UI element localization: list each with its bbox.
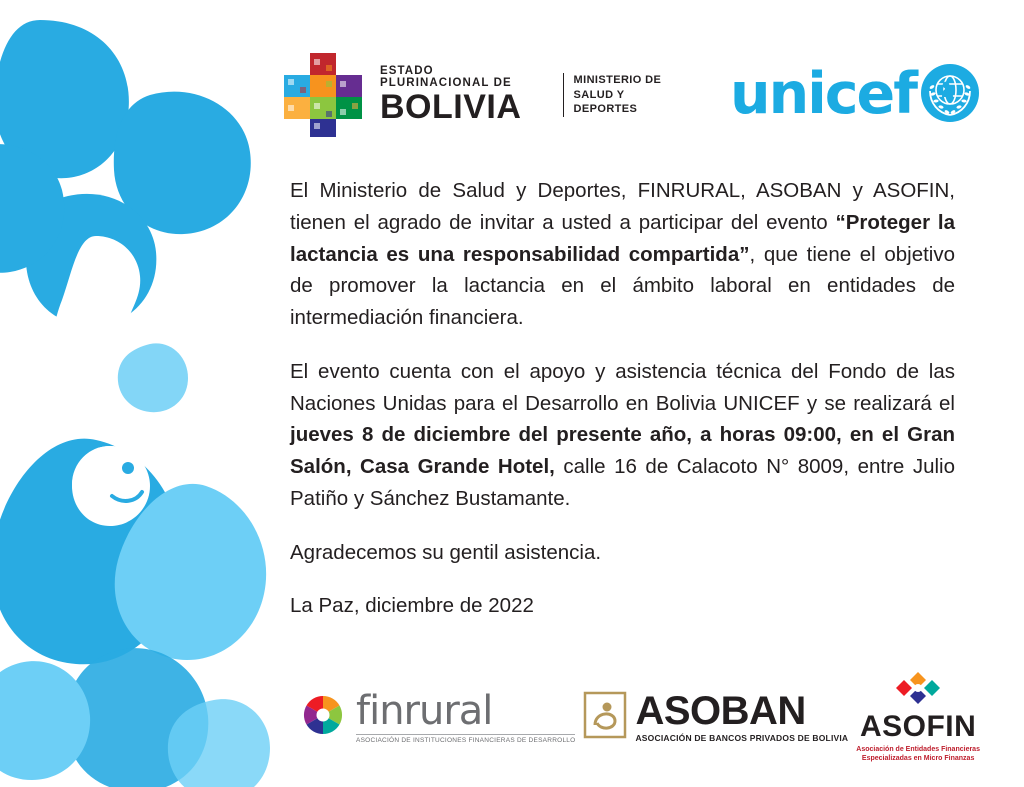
ministerio-line-1: MINISTERIO DE <box>573 73 662 86</box>
decorative-droplets-artwork <box>0 0 300 787</box>
p2-part2: calle 16 de Calacoto N° 8009, entre Julio Patiño y Sánchez Bustamante. <box>290 455 955 510</box>
ministerio-block <box>563 73 673 117</box>
asofin-logo <box>856 671 980 764</box>
asofin-tagline <box>856 745 980 764</box>
finrural-text-block <box>356 687 576 744</box>
bolivia-logo-text <box>380 66 539 124</box>
asoban-logo <box>583 691 848 744</box>
finrural-wordmark: finrural <box>356 687 493 734</box>
paragraph-4-location-date: La Paz, diciembre de 2022 <box>290 594 534 618</box>
asofin-tagline-line-2: Especializadas en Micro Finanzas <box>861 755 975 762</box>
ministerio-line-2: SALUD Y DEPORTES <box>573 88 638 116</box>
p1-part1: El Ministerio de Salud y Deportes, FINRURAL, ASOBAN y ASOFIN, tienen el agrado de invitar a usted a participar del evento <box>290 179 955 234</box>
footer-logos <box>300 672 980 762</box>
paragraph-1 <box>290 175 955 334</box>
finrural-flower-icon <box>300 692 346 743</box>
p2-part1: El evento cuenta con el apoyo y asistencia técnica del Fondo de las Naciones Unidas para el Desarrollo en Bolivia UNICEF y se realizará el <box>290 359 955 415</box>
wiphala-icon <box>280 51 368 139</box>
asoban-tagline: ASOCIACIÓN DE BANCOS PRIVADOS DE BOLIVIA <box>635 733 849 743</box>
bolivia-government-logo <box>280 51 672 139</box>
p1-event-title: “Proteger la lactancia es una responsabilidad compartida” <box>290 210 955 266</box>
paragraph-3: Agradecemos su gentil asistencia. <box>290 540 602 564</box>
unicef-wordmark: unicef <box>730 61 916 128</box>
bolivia-label: BOLIVIA <box>380 88 522 126</box>
unicef-globe-icon <box>920 63 980 128</box>
asoban-text-block <box>635 691 848 743</box>
asoban-mark-icon <box>583 691 627 744</box>
asoban-wordmark: ASOBAN <box>635 689 806 733</box>
invitation-body <box>290 175 955 622</box>
p1-part2: , que tiene el objetivo de promover la lactancia en el ámbito laboral en entidades de intermediación financiera. <box>290 242 956 330</box>
p2-event-details: jueves 8 de diciembre del presente año, a horas 09:00, en el Gran Salón, Casa Grande Hotel, <box>290 423 955 479</box>
asofin-mark-icon <box>890 671 946 710</box>
paragraph-2 <box>290 356 955 515</box>
finrural-tagline: ASOCIACIÓN DE INSTITUCIONES FINANCIERAS DE DESARROLLO <box>356 734 575 744</box>
unicef-logo <box>730 63 980 128</box>
asofin-tagline-line-1: Asociación de Entidades Financieras <box>856 745 980 753</box>
finrural-logo <box>300 687 576 744</box>
estado-plurinacional-label: ESTADO PLURINACIONAL DE <box>380 65 512 89</box>
header-logos <box>280 45 980 145</box>
asofin-wordmark: ASOFIN <box>859 709 977 743</box>
